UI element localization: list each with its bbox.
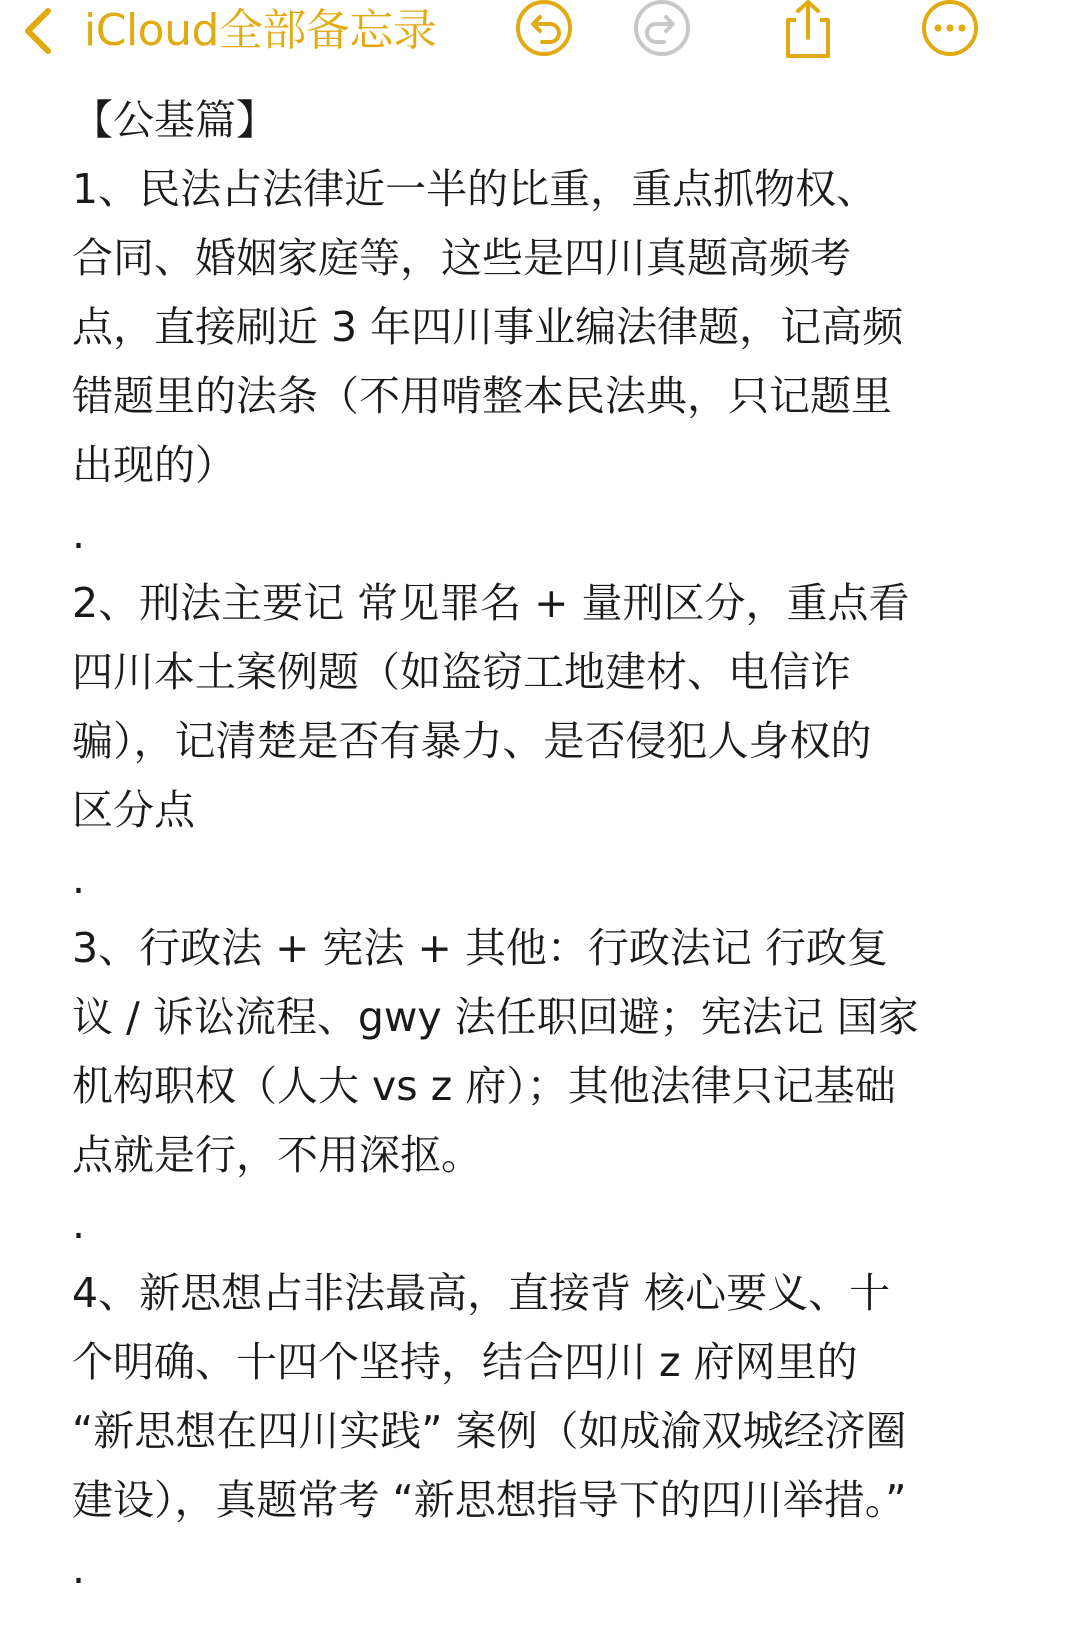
- section-separator: .: [72, 510, 86, 558]
- undo-button[interactable]: [512, 0, 576, 64]
- undo-icon: [512, 0, 576, 64]
- note-line: 3、行政法 + 宪法 + 其他：行政法记 行政复: [72, 924, 888, 972]
- note-line: “新思想在四川实践” 案例（如成渝双城经济圈: [72, 1407, 907, 1455]
- back-button[interactable]: [18, 0, 436, 62]
- note-line: 合同、婚姻家庭等，这些是四川真题高频考: [72, 234, 851, 282]
- note-body[interactable]: [72, 86, 1032, 1604]
- note-line: 点，直接刷近 3 年四川事业编法律题，记高频: [72, 303, 904, 351]
- note-line: 骗），记清楚是否有暴力、是否侵犯人身权的: [72, 717, 872, 765]
- section-separator: .: [72, 855, 86, 903]
- note-line: 点就是行，不用深抠。: [72, 1131, 482, 1179]
- note-heading: 【公基篇】: [72, 96, 277, 144]
- back-label: iCloud全部备忘录: [84, 5, 437, 56]
- note-line: 1、民法占法律近一半的比重，重点抓物权、: [72, 165, 878, 213]
- note-line: 机构职权（人大 vs z 府）；其他法律只记基础: [72, 1062, 896, 1110]
- redo-button[interactable]: [630, 0, 694, 64]
- note-line: 议 / 诉讼流程、gwy 法任职回避；宪法记 国家: [72, 993, 919, 1041]
- note-line: 错题里的法条（不用啃整本民法典，只记题里: [72, 372, 892, 420]
- note-section-1: [72, 155, 1032, 500]
- more-button[interactable]: [918, 0, 982, 64]
- note-line: 4、新思想占非法最高，直接背 核心要义、十: [72, 1269, 891, 1317]
- nav-toolbar: [0, 0, 1080, 70]
- more-icon: [918, 0, 982, 64]
- section-separator: .: [72, 1545, 86, 1593]
- section-separator: .: [72, 1200, 86, 1248]
- note-line: 区分点: [72, 786, 195, 834]
- note-line: 四川本土案例题（如盗窃工地建材、电信诈: [72, 648, 851, 696]
- note-line: 个明确、十四个坚持，结合四川 z 府网里的: [72, 1338, 858, 1386]
- note-line: 建设），真题常考 “新思想指导下的四川举措。”: [72, 1476, 907, 1524]
- note-line: 出现的）: [72, 441, 236, 489]
- note-section-4: [72, 1259, 1032, 1535]
- share-button[interactable]: [776, 0, 840, 64]
- note-line: 2、刑法主要记 常见罪名 + 量刑区分，重点看: [72, 579, 910, 627]
- redo-icon: [630, 0, 694, 64]
- note-section-3: [72, 914, 1032, 1190]
- note-section-2: [72, 569, 1032, 845]
- chevron-left-icon: [18, 5, 58, 57]
- share-icon: [776, 0, 840, 64]
